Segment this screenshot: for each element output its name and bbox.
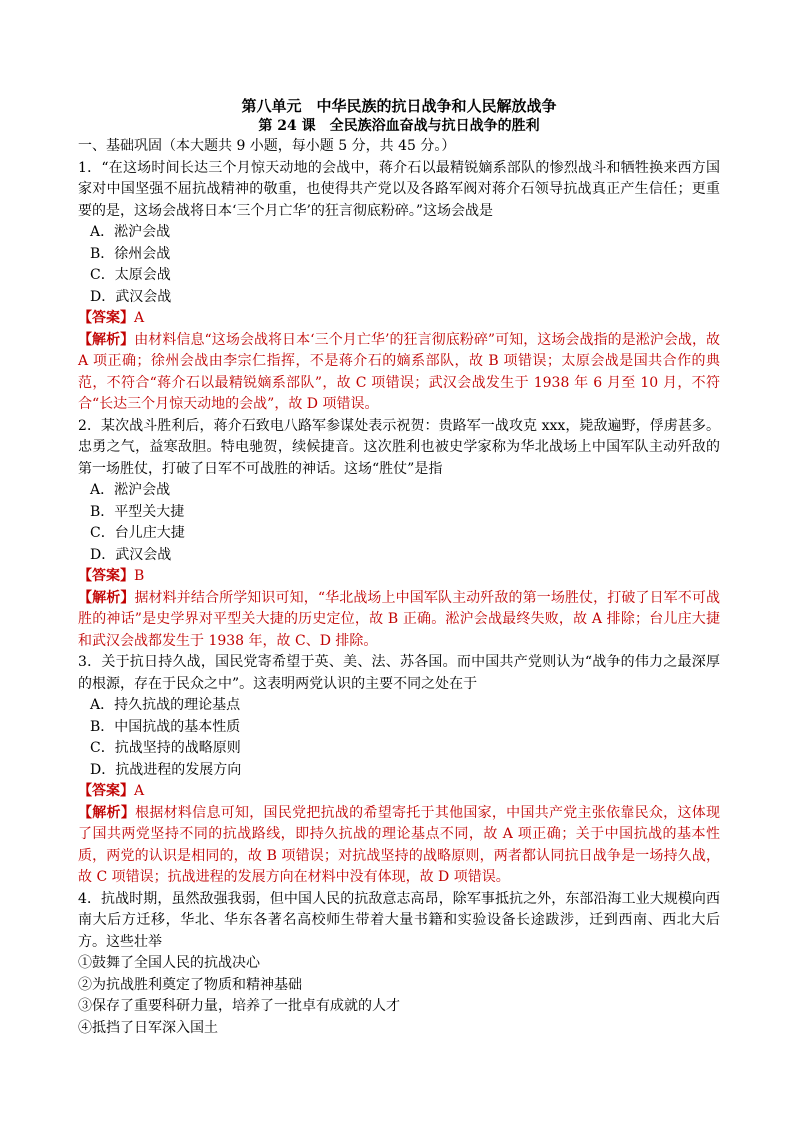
explanation-tag: 【解析】 — [78, 331, 135, 348]
explanation-tag: 【解析】 — [78, 804, 136, 821]
statement-item: ②为抗战胜利奠定了物质和精神基础 — [78, 976, 302, 993]
explanation-text: 由材料信息“这场会战将日本‘三个月亡华’的狂言彻底粉碎”可知，这场会战指的是淞沪会战，故 A 项正确；徐州会战由李宗仁指挥，不是蒋介石的嫡系部队，故 B 项错误；太原会战是国共合作的典范，不符合“蒋介石以最精锐嫡系部队”，故 C 项错误；武汉会战发生于 1938 年 6 月至 10 月，不符合“长达三个月惊天动地的会战”，故 D 项错误。 — [78, 331, 721, 412]
answer-tag: 【答案】 — [78, 783, 134, 799]
lesson-title: 第 24 课 全民族浴血奋战与抗日战争的胜利 — [258, 118, 540, 134]
option-d: D．抗战进程的发展方向 — [90, 761, 242, 778]
answer-line — [78, 308, 720, 330]
option-a: A．淞沪会战 — [90, 224, 171, 240]
explanation-text: 据材料并结合所学知识可知，“华北战场上中国军队主动歼敌的第一场胜仗，打破了日军不可战胜的神话”是史学界对平型关大捷的历史定位，故 B 正确。淞沪会战最终失败，故 A 排除；台儿庄大捷和武汉会战都发生于 1938 年，故 C、D 排除。 — [78, 589, 721, 649]
question-stem: 1．“在这场时间长达三个月惊天动地的会战中，蒋介石以最精锐嫡系部队的惨烈战斗和牺牲换来西方国家对中国坚强不屈抗战精神的敬重，也使得共产党以及各路军阀对蒋介石领导抗战真正产生信任；更重要的是，这场会战将日本‘三个月亡华’的狂言彻底粉碎。”这场会战是 — [78, 159, 720, 219]
option-c: C．太原会战 — [90, 267, 171, 283]
answer-value: A — [134, 310, 145, 326]
option-d: D．武汉会战 — [90, 288, 172, 305]
answer-tag: 【答案】 — [78, 568, 134, 584]
option-b: B．徐州会战 — [90, 245, 171, 262]
explanation — [78, 588, 720, 653]
answer-tag: 【答案】 — [78, 310, 134, 326]
option-d: D．武汉会战 — [90, 546, 172, 563]
statement-item: ③保存了重要科研力量，培养了一批卓有成就的人才 — [78, 998, 400, 1014]
question-stem: 4．抗战时期，虽然敌强我弱，但中国人民的抗敌意志高昂，除军事抵抗之外，东部沿海工业大规模向西南大后方迁移，华北、华东各著名高校师生带着大量书籍和实验设备长途跋涉，迁到西南、西北大后方。这些壮举 — [78, 890, 720, 950]
answer-line — [78, 781, 720, 803]
statement-item: ④抵挡了日军深入国土 — [78, 1019, 218, 1036]
option-a: A．持久抗战的理论基点 — [90, 697, 241, 713]
answer-line — [78, 566, 720, 588]
option-b: B．平型关大捷 — [90, 503, 185, 520]
statement-item: ①鼓舞了全国人民的抗战决心 — [78, 955, 260, 971]
document-page — [78, 96, 720, 1039]
section-heading: 一、基础巩固（本大题共 9 小题，每小题 5 分，共 45 分。） — [78, 138, 456, 154]
answer-value: B — [134, 568, 145, 584]
option-b: B．中国抗战的基本性质 — [90, 718, 241, 735]
question-stem: 2．某次战斗胜利后，蒋介石致电八路军参谋处表示祝贺：贵路军一战攻克 xxx，毙敌遍野，俘虏甚多。忠勇之气，益寒敌胆。特电驰贺，续候捷音。这次胜利也被史学家称为华北战场上中国军队主动歼敌的第一场胜仗，打破了日军不可战胜的神话。这场“胜仗”是指 — [78, 417, 720, 477]
explanation — [78, 330, 720, 416]
explanation-tag: 【解析】 — [78, 589, 135, 606]
explanation-text: 根据材料信息可知，国民党把抗战的希望寄托于其他国家，中国共产党主张依靠民众，这体现了国共两党坚持不同的抗战路线，即持久抗战的理论基点不同，故 A 项正确；关于中国抗战的基本性质，两党的认识是相同的，故 B 项错误；对抗战坚持的战略原则，两者都认同抗日战争是一场持久战，故 C 项错误；抗战进程的发展方向在材料中没有体现，故 D 项错误。 — [78, 804, 721, 885]
option-c: C．抗战坚持的战略原则 — [90, 740, 241, 756]
option-c: C．台儿庄大捷 — [90, 525, 185, 541]
unit-title: 第八单元 中华民族的抗日战争和人民解放战争 — [241, 97, 557, 115]
option-a: A．淞沪会战 — [90, 482, 171, 498]
question-stem: 3．关于抗日持久战，国民党寄希望于英、美、法、苏各国。而中国共产党则认为“战争的伟力之最深厚的根源，存在于民众之中”。这表明两党认识的主要不同之处在于 — [78, 654, 720, 692]
answer-value: A — [134, 783, 145, 799]
explanation — [78, 803, 720, 889]
